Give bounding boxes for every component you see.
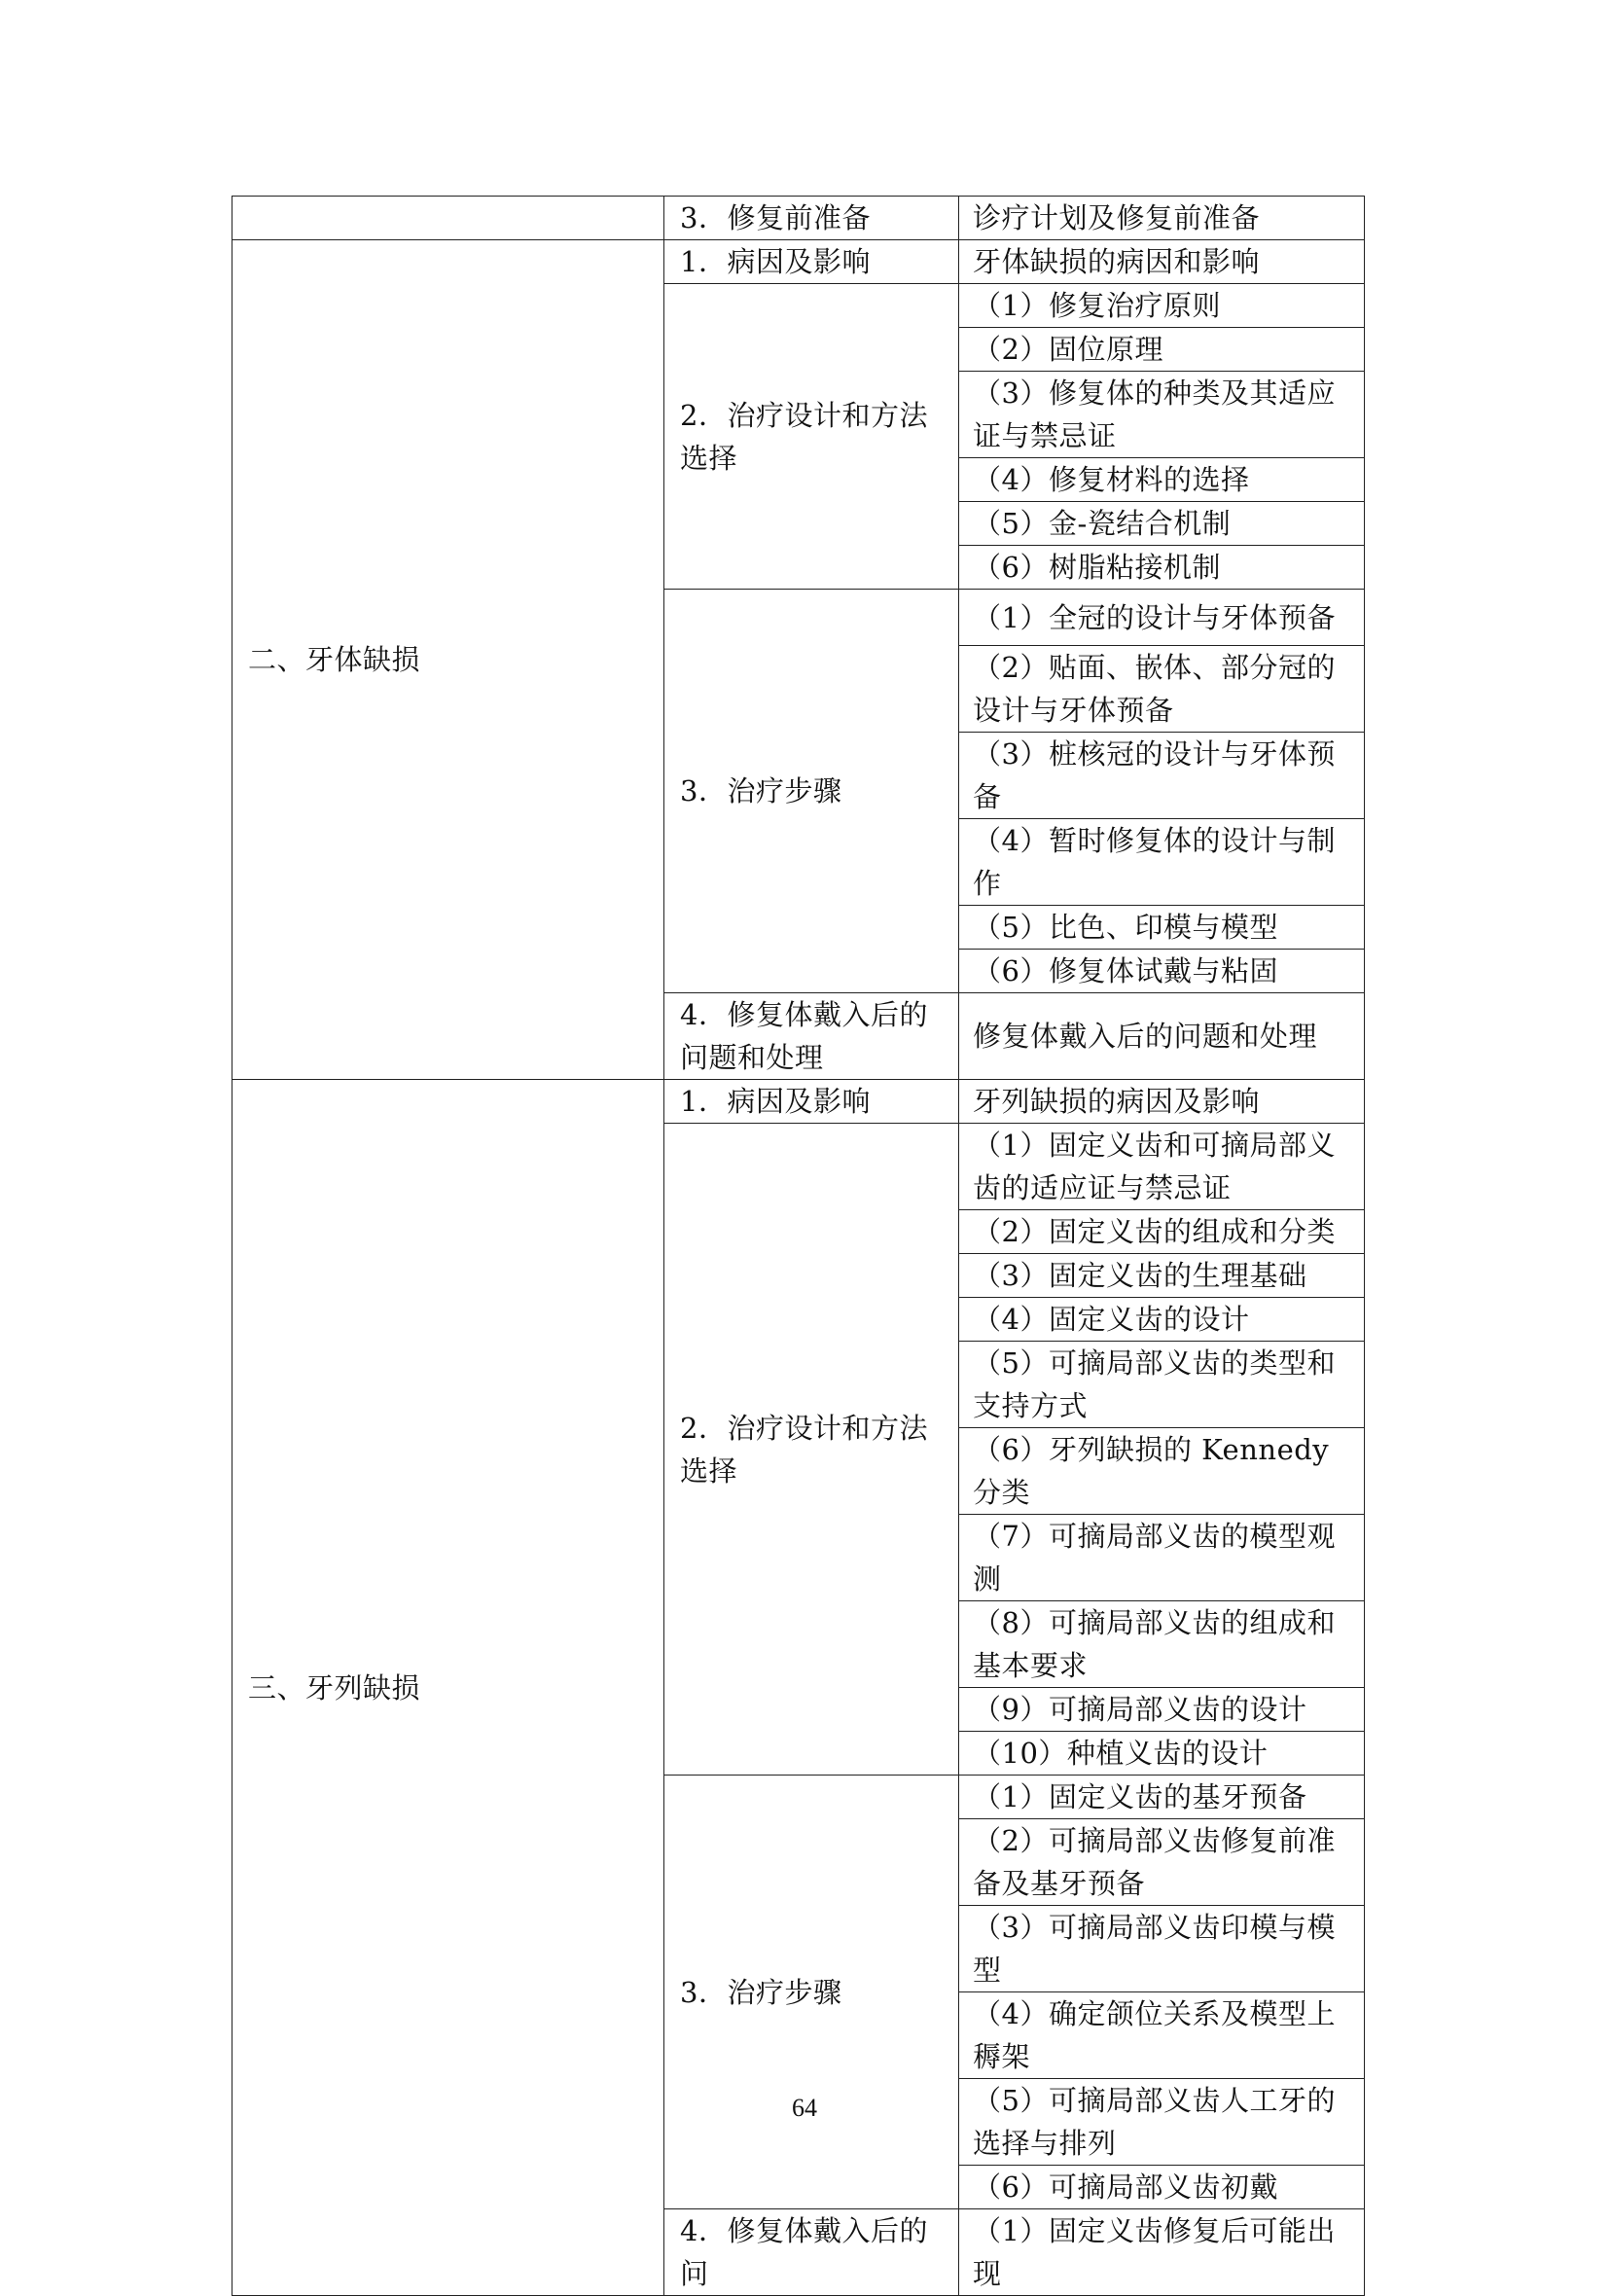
- content-cell: （3）可摘局部义齿印模与模型: [959, 1906, 1365, 1992]
- content-cell: 修复体戴入后的问题和处理: [959, 993, 1365, 1080]
- unit-cell: 二、牙体缺损: [232, 240, 664, 1080]
- table-row: [232, 1080, 1365, 1124]
- content-cell: （5）可摘局部义齿人工牙的选择与排列: [959, 2079, 1365, 2166]
- unit-cell: [232, 197, 664, 240]
- content-cell: （6）可摘局部义齿初戴: [959, 2166, 1365, 2209]
- subunit-cell: 3．修复前准备: [664, 197, 959, 240]
- content-cell: （2）固定义齿的组成和分类: [959, 1210, 1365, 1254]
- content-cell: （10）种植义齿的设计: [959, 1732, 1365, 1776]
- content-cell: （5）金-瓷结合机制: [959, 502, 1365, 546]
- content-cell: （4）暂时修复体的设计与制作: [959, 819, 1365, 906]
- content-cell: （7）可摘局部义齿的模型观测: [959, 1515, 1365, 1601]
- unit-cell: 三、牙列缺损: [232, 1080, 664, 2296]
- content-cell: （1）固定义齿和可摘局部义齿的适应证与禁忌证: [959, 1124, 1365, 1210]
- subunit-cell: 4．修复体戴入后的问: [664, 2209, 959, 2296]
- subunit-cell: 2．治疗设计和方法选择: [664, 1124, 959, 1776]
- content-cell: （2）可摘局部义齿修复前准备及基牙预备: [959, 1819, 1365, 1906]
- content-cell: （4）固定义齿的设计: [959, 1298, 1365, 1342]
- content-cell: （6）树脂粘接机制: [959, 546, 1365, 590]
- content-cell: （3）固定义齿的生理基础: [959, 1254, 1365, 1298]
- content-cell: （2）固位原理: [959, 328, 1365, 372]
- content-cell: （3）修复体的种类及其适应证与禁忌证: [959, 372, 1365, 458]
- content-cell: （8）可摘局部义齿的组成和基本要求: [959, 1601, 1365, 1688]
- table-row: [232, 240, 1365, 284]
- subunit-cell: 1．病因及影响: [664, 1080, 959, 1124]
- content-cell: （1）固定义齿修复后可能出现: [959, 2209, 1365, 2296]
- content-cell: （9）可摘局部义齿的设计: [959, 1688, 1365, 1732]
- content-cell: （6）牙列缺损的 Kennedy 分类: [959, 1428, 1365, 1515]
- content-cell: （1）全冠的设计与牙体预备: [959, 590, 1365, 646]
- content-cell: 诊疗计划及修复前准备: [959, 197, 1365, 240]
- table-row: [232, 197, 1365, 240]
- subunit-cell: 3．治疗步骤: [664, 1776, 959, 2209]
- content-cell: （1）固定义齿的基牙预备: [959, 1776, 1365, 1819]
- syllabus-table: [232, 196, 1365, 2296]
- subunit-cell: 2．治疗设计和方法选择: [664, 284, 959, 590]
- page-number: 64: [792, 2094, 817, 2122]
- content-cell: （5）比色、印模与模型: [959, 906, 1365, 950]
- content-cell: （1）修复治疗原则: [959, 284, 1365, 328]
- subunit-cell: 1．病因及影响: [664, 240, 959, 284]
- subunit-cell: 3．治疗步骤: [664, 590, 959, 993]
- content-cell: （5）可摘局部义齿的类型和支持方式: [959, 1342, 1365, 1428]
- subunit-cell: 4．修复体戴入后的问题和处理: [664, 993, 959, 1080]
- content-cell: （4）确定颌位关系及模型上䅶架: [959, 1992, 1365, 2079]
- content-cell: （6）修复体试戴与粘固: [959, 950, 1365, 993]
- content-cell: 牙列缺损的病因及影响: [959, 1080, 1365, 1124]
- content-cell: （2）贴面、嵌体、部分冠的设计与牙体预备: [959, 646, 1365, 733]
- content-cell: （4）修复材料的选择: [959, 458, 1365, 502]
- content-cell: 牙体缺损的病因和影响: [959, 240, 1365, 284]
- content-cell: （3）桩核冠的设计与牙体预备: [959, 733, 1365, 819]
